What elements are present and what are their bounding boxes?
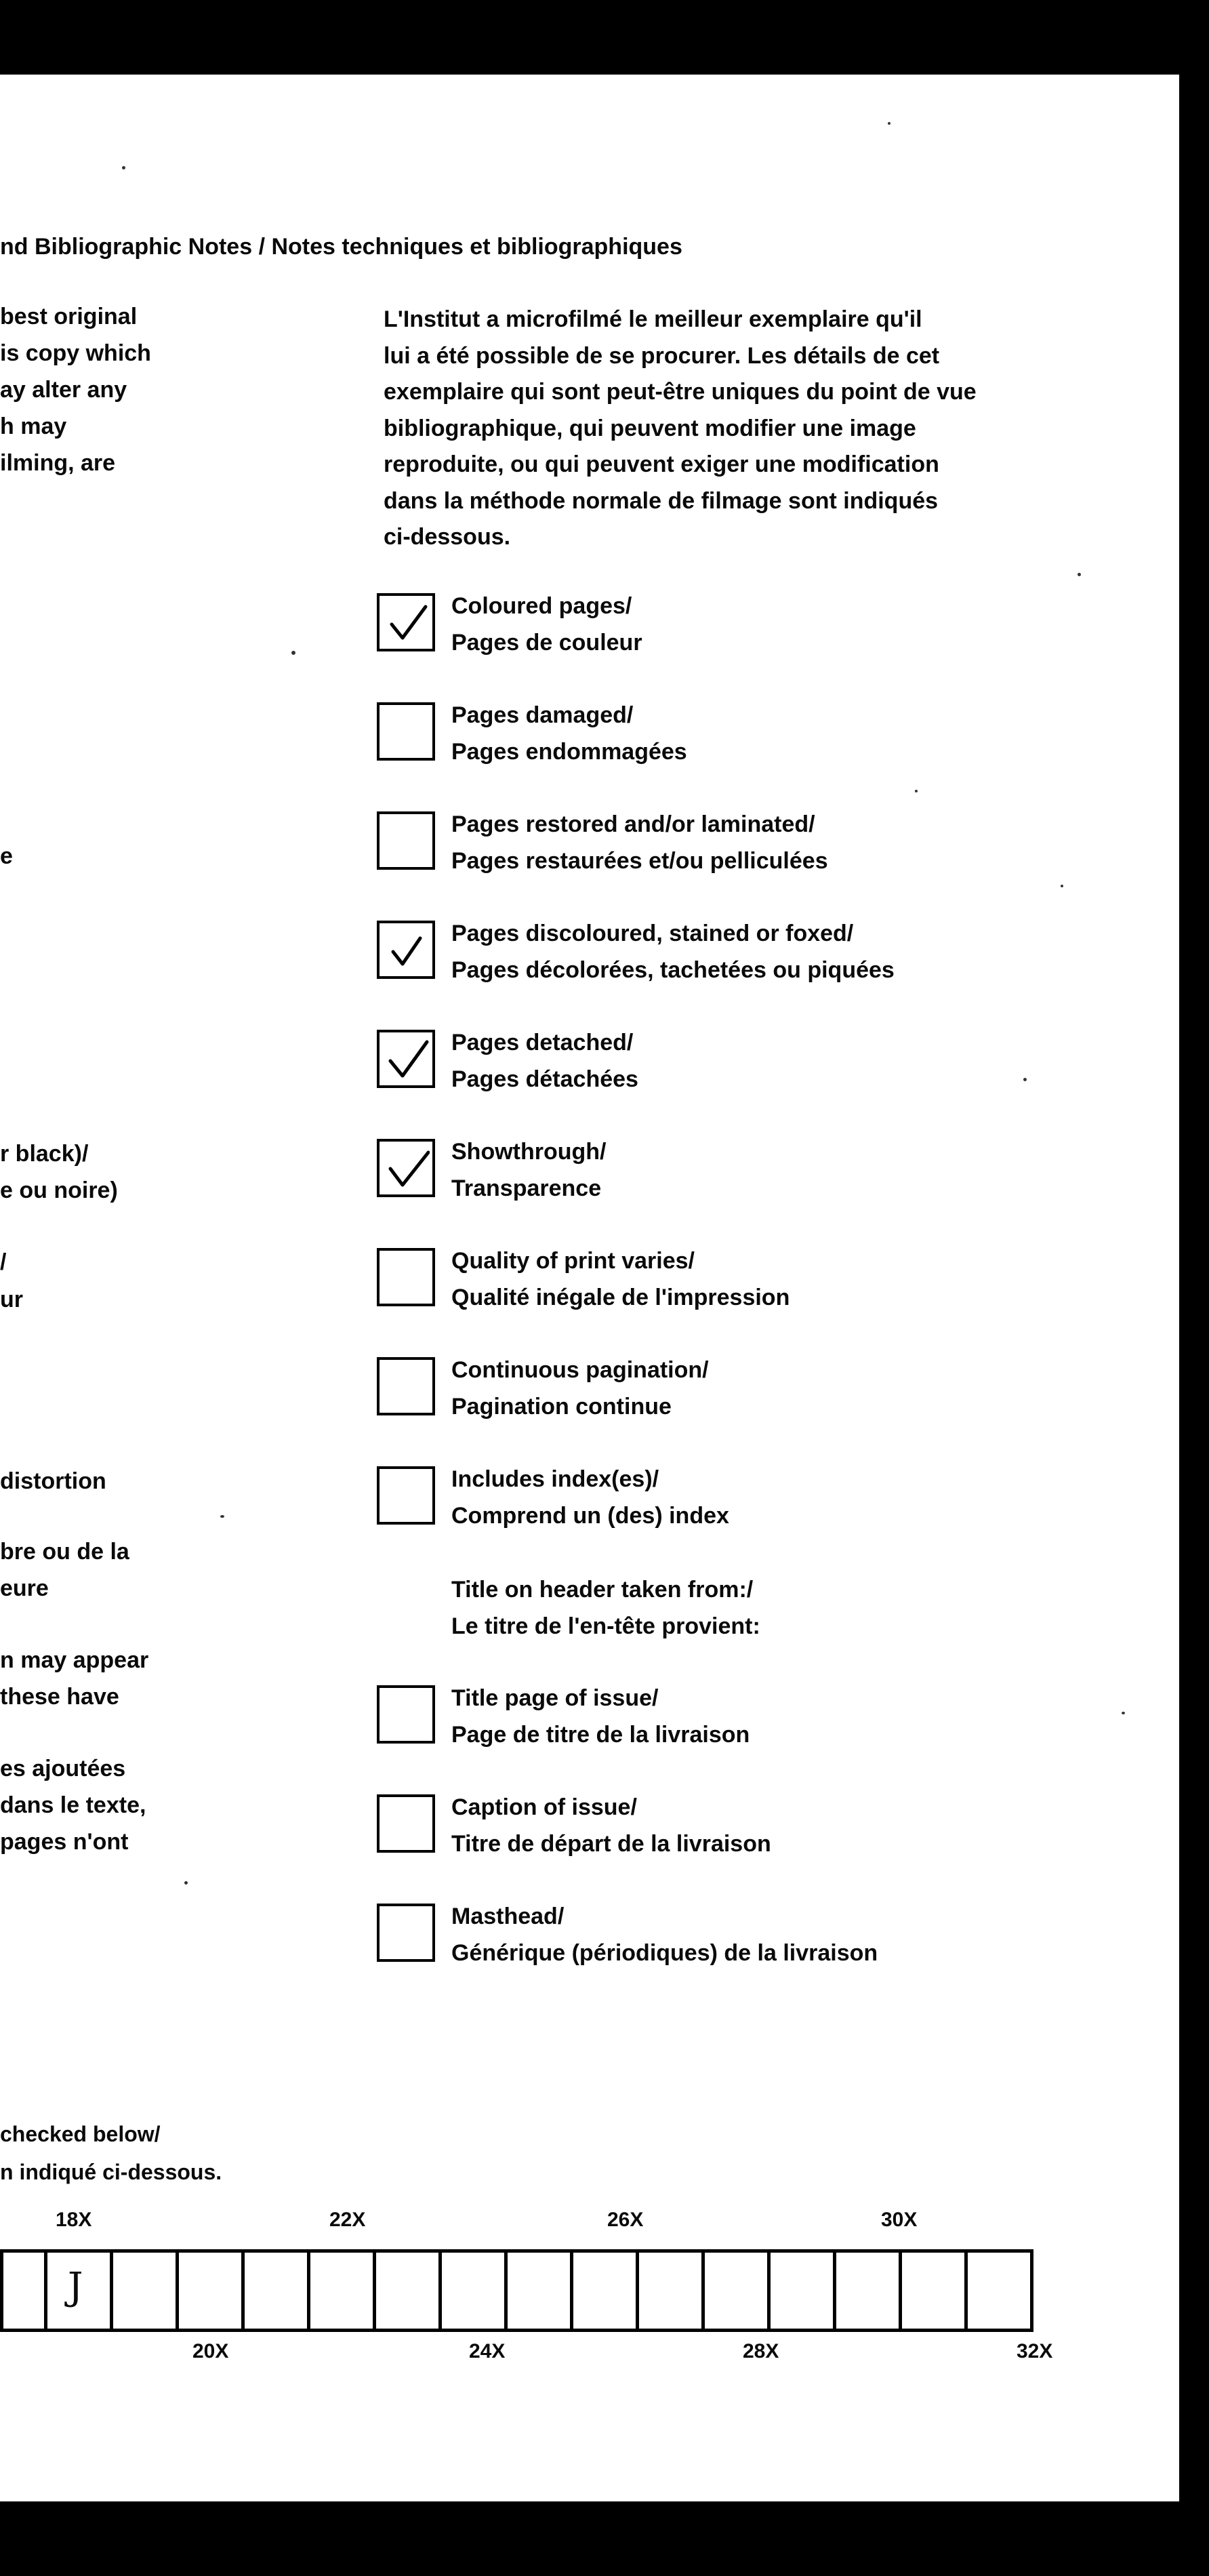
- scale-cell[interactable]: [966, 2251, 1032, 2331]
- checklist-item-pages-damaged: Pages damaged/ Pages endommagées: [451, 702, 687, 765]
- left-fragment-slash: /: [0, 1249, 7, 1275]
- left-fragment-ombre: bre ou de la eure: [0, 1539, 129, 1601]
- scan-speck: [184, 1881, 188, 1885]
- scan-speck: [122, 166, 125, 169]
- left-fragment-appear: n may appear these have: [0, 1647, 149, 1710]
- scan-speck: [1122, 1712, 1125, 1714]
- issue-item-caption: Caption of issue/ Titre de départ de la livraison: [451, 1794, 771, 1857]
- scale-label-30x: 30X: [881, 2209, 918, 2231]
- scale-cell[interactable]: [375, 2251, 440, 2331]
- checkmark-icon: [386, 601, 430, 645]
- scale-cell[interactable]: [112, 2251, 178, 2331]
- right-black-border: [1179, 0, 1209, 2576]
- scale-label-22x: 22X: [329, 2209, 366, 2231]
- reduction-line-2: n indiqué ci-dessous.: [0, 2160, 222, 2184]
- checkmark-icon: [386, 1147, 430, 1190]
- scan-speck: [888, 122, 890, 125]
- scale-cell[interactable]: [440, 2251, 506, 2331]
- institute-intro-paragraph: L'Institut a microfilmé le meilleur exemplaire qu'il lui a été possible de se procurer. Les détails de cet exemplaire qui sont peut-être uniques du point de vue bibliographique, qui peuvent modifier une image reproduite, ou qui peuvent exiger une modification dans la méthode normale de filmage sont indiqués ci-dessous.: [384, 306, 977, 550]
- scan-speck: [220, 1515, 224, 1518]
- checklist-item-pages-detached: Pages detached/ Pages détachées: [451, 1030, 638, 1092]
- left-english-intro: best original is copy which ay alter any h may ilming, are: [0, 304, 151, 476]
- scan-speck: [291, 651, 295, 655]
- left-fragment-ur: ur: [0, 1287, 23, 1312]
- scan-speck: [1061, 885, 1063, 887]
- scale-cell[interactable]: [309, 2251, 375, 2331]
- scale-label-24x: 24X: [469, 2340, 506, 2362]
- scale-cell[interactable]: [178, 2251, 243, 2331]
- scale-cell[interactable]: [703, 2251, 769, 2331]
- checkbox-title-page-of-issue[interactable]: [377, 1685, 435, 1744]
- scale-cell[interactable]: [835, 2251, 901, 2331]
- scale-cell[interactable]: [572, 2251, 638, 2331]
- scale-cell[interactable]: [506, 2251, 572, 2331]
- checklist-item-includes-index: Includes index(es)/ Comprend un (des) index: [451, 1466, 729, 1529]
- scan-speck: [1078, 573, 1081, 576]
- reduction-line-1: checked below/: [0, 2122, 161, 2146]
- scale-label-28x: 28X: [743, 2340, 779, 2362]
- checklist-item-pages-discoloured: Pages discoloured, stained or foxed/ Pages décolorées, tachetées ou piquées: [451, 921, 895, 983]
- checkbox-pages-discoloured[interactable]: [377, 921, 435, 979]
- checkbox-showthrough[interactable]: [377, 1139, 435, 1197]
- scale-cell-marked[interactable]: J: [46, 2251, 112, 2331]
- issue-item-masthead: Masthead/ Générique (périodiques) de la livraison: [451, 1904, 878, 1966]
- checklist-item-quality-of-print: Quality of print varies/ Qualité inégale de l'impression: [451, 1248, 790, 1310]
- checkmark-icon: [386, 929, 430, 972]
- left-fragment-black: r black)/ e ou noire): [0, 1141, 118, 1203]
- checkbox-masthead[interactable]: [377, 1904, 435, 1962]
- header-source-text: Title on header taken from:/ Le titre de l'en-tête provient:: [451, 1577, 760, 1639]
- checklist-item-showthrough: Showthrough/ Transparence: [451, 1139, 607, 1201]
- checkbox-pages-restored[interactable]: [377, 811, 435, 870]
- checkbox-caption-of-issue[interactable]: [377, 1794, 435, 1853]
- page-heading: nd Bibliographic Notes / Notes techniques et bibliographiques: [0, 234, 682, 260]
- scale-cell[interactable]: [638, 2251, 703, 2331]
- reduction-scale-grid: [0, 2249, 1033, 2332]
- top-black-border: [0, 0, 1209, 75]
- checkbox-includes-index[interactable]: [377, 1466, 435, 1525]
- issue-item-title-page: Title page of issue/ Page de titre de la livraison: [451, 1685, 750, 1748]
- scale-cell[interactable]: [243, 2251, 309, 2331]
- checklist-item-pages-restored: Pages restored and/or laminated/ Pages restaurées et/ou pelliculées: [451, 811, 828, 874]
- scale-label-32x: 32X: [1017, 2340, 1053, 2362]
- scan-speck: [915, 790, 918, 792]
- checkbox-quality-of-print[interactable]: [377, 1248, 435, 1306]
- scale-cell[interactable]: [769, 2251, 835, 2331]
- left-fragment-e: e: [0, 843, 13, 869]
- checkbox-pages-detached[interactable]: [377, 1030, 435, 1088]
- checklist-item-continuous-pagination: Continuous pagination/ Pagination continue: [451, 1357, 709, 1420]
- checkbox-coloured-pages[interactable]: [377, 593, 435, 651]
- scale-label-20x: 20X: [192, 2340, 229, 2362]
- checklist-item-coloured-pages: Coloured pages/ Pages de couleur: [451, 593, 642, 656]
- left-fragment-ajoutees: es ajoutées dans le texte, pages n'ont: [0, 1756, 146, 1855]
- bottom-black-border: [0, 2501, 1209, 2576]
- scale-label-18x: 18X: [56, 2209, 92, 2231]
- checkmark-icon: [386, 1038, 430, 1081]
- scale-cell[interactable]: [901, 2251, 966, 2331]
- scan-speck: [1023, 1078, 1027, 1081]
- left-fragment-distortion: distortion: [0, 1468, 106, 1494]
- scale-cell[interactable]: [2, 2251, 46, 2331]
- checkbox-pages-damaged[interactable]: [377, 702, 435, 761]
- scale-label-26x: 26X: [607, 2209, 644, 2231]
- checkbox-continuous-pagination[interactable]: [377, 1357, 435, 1415]
